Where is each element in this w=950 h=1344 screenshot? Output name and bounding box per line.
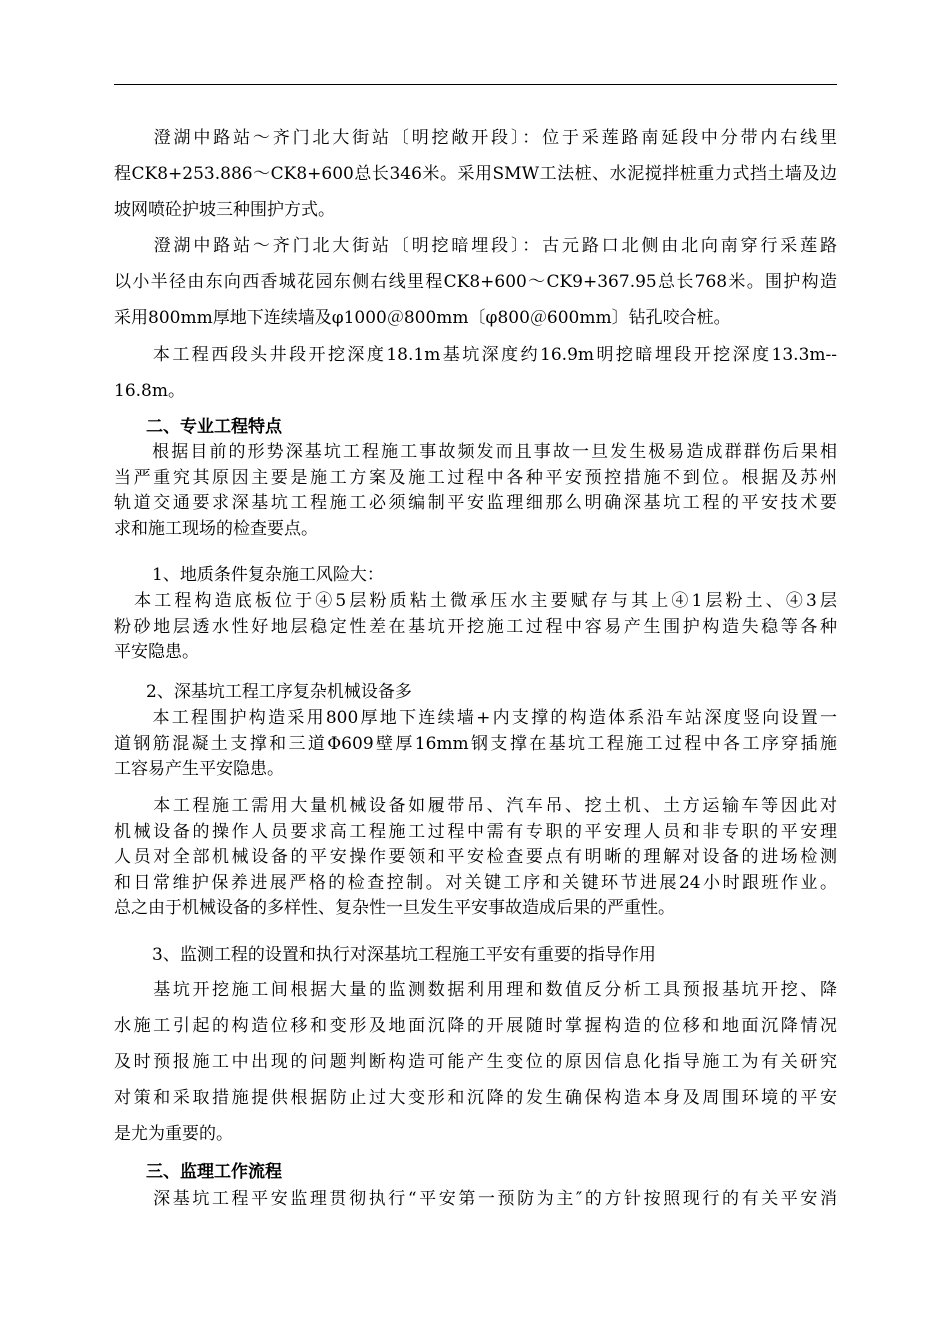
paragraph-geology [114,589,837,666]
paragraph-open-section [114,120,837,228]
text-line: 本工程构造底板位于④5层粉质粘土微承压水主要赋存与其上④1层粉土、④3层 [114,591,837,611]
text-line: 澄湖中路站～齐门北大街站〔明挖敞开段〕：位于采莲路南延段中分带内右线里 [114,128,837,148]
text-line: 轨道交通要求深基坑工程施工必须编制平安监理细那么明确深基坑工程的平安技术要 [114,493,837,513]
text-line: 澄湖中路站～齐门北大街站〔明挖暗埋段〕：古元路口北侧由北向南穿行采莲路 [114,236,837,256]
text-line: 程CK8+253.886～CK8+600总长346米。采用SMW工法桩、水泥搅拌桩重力式挡土墙及边 [114,164,837,184]
text-line: 求和施工现场的检查要点。 [114,518,318,539]
text-line: 本工程施工需用大量机械设备如履带吊、汽车吊、挖土机、土方运输车等因此对 [114,796,837,816]
paragraph-workflow [114,1187,837,1213]
paragraph-retaining-structure [114,706,837,783]
text-line: 基坑开挖施工间根据大量的监测数据利用理和数值反分析工具预报基坑开挖、降 [114,980,837,1000]
paragraph-project-features [114,440,837,542]
text-line: 以小半径由东向西香城花园东侧右线里程CK8+600～CK9+367.95总长768米。围护构造 [114,272,837,292]
paragraph-monitoring [114,972,837,1152]
text-line: 粉砂地层透水性好地层稳定性差在基坑开挖施工过程中容易产生围护构造失稳等各种 [114,616,837,637]
text-line: 采用800mm厚地下连续墙及φ1000＠800mm〔φ800＠600mm〕钻孔咬合桩。 [114,308,731,328]
text-line: 本工程西段头井段开挖深度18.1m基坑深度约16.9m明挖暗埋段开挖深度13.3m-- [114,345,837,365]
text-line: 根据目前的形势深基坑工程施工事故频发而且事故一旦发生极易造成群群伤后果相 [114,442,837,462]
subheading-2: 2、深基坑工程工序复杂机械设备多 [146,682,412,702]
text-line: 对策和采取措施提供根据防止过大变形和沉降的发生确保构造本身及周围环境的平安 [114,1088,837,1108]
text-line: 道钢筋混凝土支撑和三道Φ609壁厚16mm钢支撑在基坑工程施工过程中各工序穿插施 [114,733,837,754]
text-line: 水施工引起的构造位移和变形及地面沉降的开展随时掌握构造的位移和地面沉降情况 [114,1016,837,1036]
text-line: 总之由于机械设备的多样性、复杂性一旦发生平安事故造成后果的严重性。 [114,898,675,918]
text-line: 16.8m。 [114,381,185,401]
text-line: 当严重究其原因主要是施工方案及施工过程中各种平安预控措施不到位。根据及苏州 [114,467,837,488]
text-line: 人员对全部机械设备的平安操作要领和平安检查要点有明晰的理解对设备的进场检测 [114,847,837,867]
subheading-1: 1、地质条件复杂施工风险大： [152,565,384,585]
text-line: 深基坑工程平安监理贯彻执行“平安第一预防为主″的方针按照现行的有关平安消 [114,1189,837,1209]
text-line: 机械设备的操作人员要求高工程施工过程中需有专职的平安理人员和非专职的平安理 [114,821,837,842]
section-heading-2: 二、专业工程特点 [146,417,282,437]
text-line: 和日常维护保养进展严格的检查控制。对关键工序和关键环节进展24小时跟班作业。 [114,872,837,893]
section-heading-3: 三、监理工作流程 [146,1162,282,1182]
paragraph-covered-section [114,228,837,336]
text-line: 是尤为重要的。 [114,1124,233,1144]
subheading-3: 3、监测工程的设置和执行对深基坑工程施工平安有重要的指导作用 [152,945,656,965]
text-line: 工容易产生平安隐患。 [114,759,284,779]
paragraph-machinery [114,794,837,922]
text-line: 本工程围护构造采用800厚地下连续墙+内支撑的构造体系沿车站深度竖向设置一 [114,708,837,728]
paragraph-excavation-depth [114,337,837,409]
text-line: 及时预报施工中出现的问题判断构造可能产生变位的原因信息化指导施工为有关研究 [114,1052,837,1072]
header-rule [114,84,837,85]
text-line: 坡网喷砼护坡三种围护方式。 [114,200,335,220]
text-line: 平安隐患。 [114,642,199,662]
